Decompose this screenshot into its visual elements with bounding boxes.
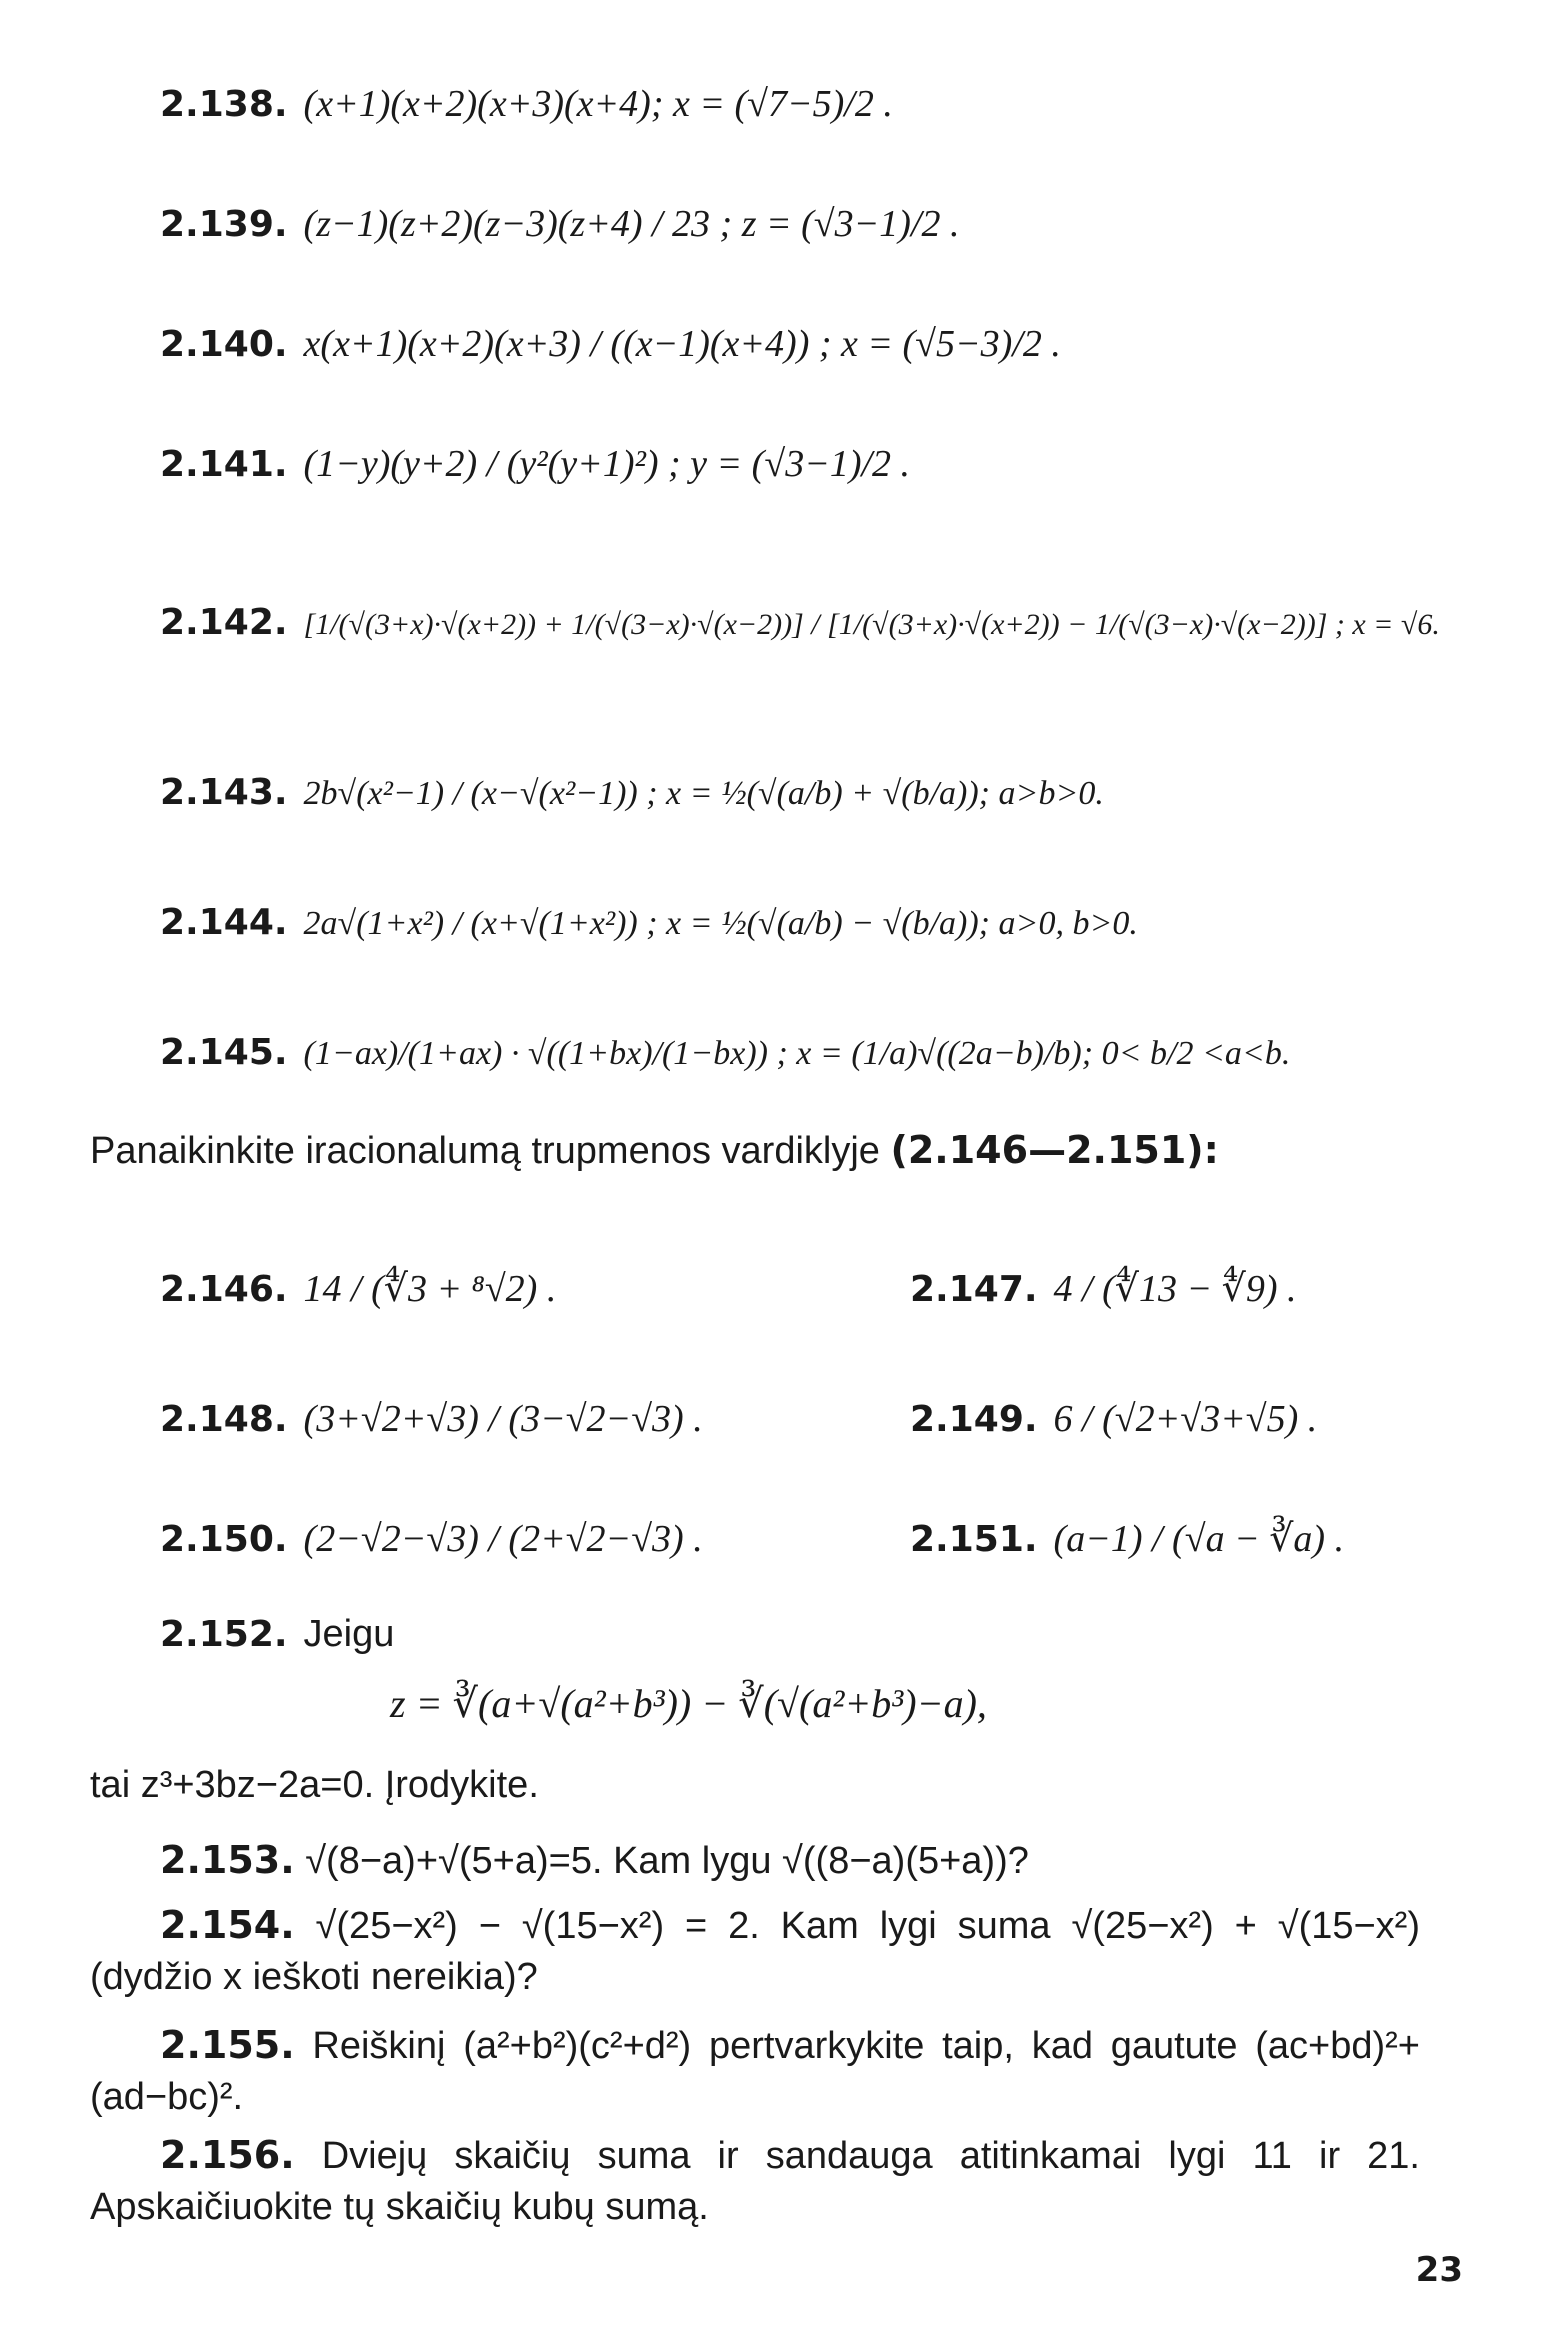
problem-2-155: 2.155. Reiškinį (a²+b²)(c²+d²) pertvarkykite taip, kad gautute (ac+bd)²+(ad−bc)². (90, 2023, 1420, 2119)
problem-2-140: 2.140. x(x+1)(x+2)(x+3) / ((x−1)(x+4)) ; x = (√5−3)/2 . (160, 323, 1061, 365)
problem-2-152: 2.152. Jeigu (160, 1613, 395, 1655)
problem-2-152-tail: tai z³+3bz−2a=0. Įrodykite. (90, 1764, 539, 1806)
problem-2-145: 2.145. (1−ax)/(1+ax) · √((1+bx)/(1−bx)) ; x = (1/a)√((2a−b)/b); 0< b/2 <a<b. (160, 1032, 1291, 1073)
problem-2-141: 2.141. (1−y)(y+2) / (y²(y+1)²) ; y = (√3−1)/2 . (160, 443, 911, 485)
problem-2-138: 2.138. (x+1)(x+2)(x+3)(x+4); x = (√7−5)/2 . (160, 83, 893, 125)
problem-2-142: 2.142. [1/(√(3+x)·√(x+2)) + 1/(√(3−x)·√(x−2))] / [1/(√(3+x)·√(x+2)) − 1/(√(3−x)·√(x−2))] ; x = √6. (160, 602, 1440, 643)
problem-2-154: 2.154. √(25−x²) − √(15−x²) = 2. Kam lygi suma √(25−x²) + √(15−x²) (dydžio x ieškoti nereikia)? (90, 1903, 1420, 1999)
problem-2-153: 2.153. √(8−a)+√(5+a)=5. Kam lygu √((8−a)(5+a))? (160, 1838, 1029, 1882)
problem-2-139: 2.139. (z−1)(z+2)(z−3)(z+4) / 23 ; z = (√3−1)/2 . (160, 203, 960, 245)
problem-pair-2: 2.148. (3+√2+√3) / (3−√2−√3) . 2.149. 6 / (√2+√3+√5) . (160, 1398, 1318, 1440)
page-number: 23 (1415, 2250, 1463, 2290)
problem-pair-1: 2.146. 14 / (∜3 + ⁸√2) . 2.147. 4 / (∜13 − ∜9) . (160, 1268, 1297, 1310)
problem-pair-3: 2.150. (2−√2−√3) / (2+√2−√3) . 2.151. (a−1) / (√a − ∛a) . (160, 1518, 1345, 1560)
problem-2-143: 2.143. 2b√(x²−1) / (x−√(x²−1)) ; x = ½(√(a/b) + √(b/a)); a>b>0. (160, 772, 1104, 813)
problem-2-156: 2.156. Dviejų skaičių suma ir sandauga atitinkamai lygi 11 ir 21. Apskaičiuokite tų skaičių kubų sumą. (90, 2133, 1420, 2229)
problem-2-144: 2.144. 2a√(1+x²) / (x+√(1+x²)) ; x = ½(√(a/b) − √(b/a)); a>0, b>0. (160, 902, 1138, 943)
formula-2-152: z = ∛(a+√(a²+b³)) − ∛(√(a²+b³)−a), (390, 1681, 987, 1726)
instruction-paragraph: Panaikinkite iracionalumą trupmenos vardiklyje (2.146—2.151): (90, 1128, 1219, 1172)
